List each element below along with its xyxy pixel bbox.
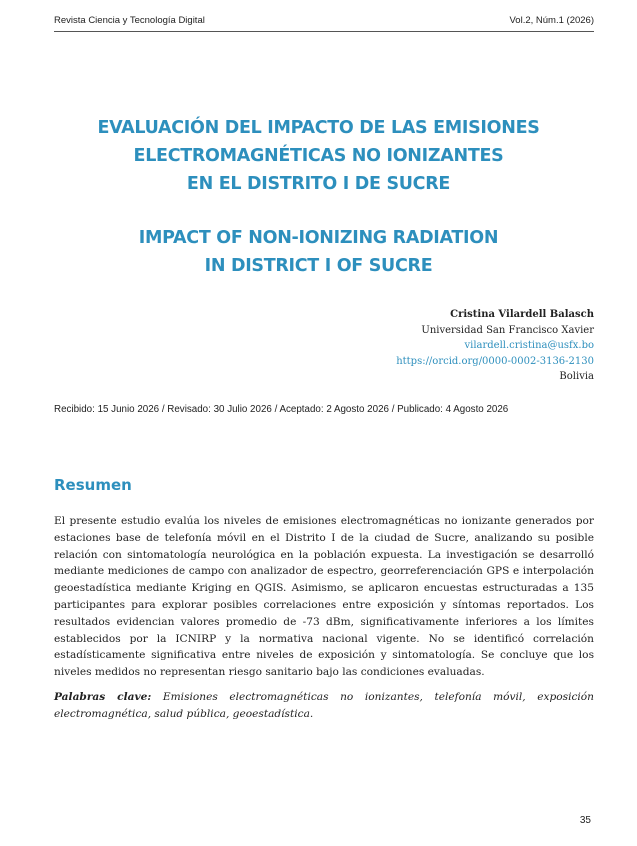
volume-issue: Vol.2, Núm.1 (2026) xyxy=(509,14,594,26)
title-es-line: EVALUACIÓN DEL IMPACTO DE LAS EMISIONES xyxy=(97,118,540,138)
abstract-heading: Resumen xyxy=(54,476,132,494)
title-en-line: IN DISTRICT I OF SUCRE xyxy=(204,256,433,276)
keywords-text: Emisiones electromagnéticas no ionizantes, telefonía móvil, exposición electromagnética, salud pública, geoestadística. xyxy=(54,691,594,720)
title-es-line: EN EL DISTRITO I DE SUCRE xyxy=(186,174,451,194)
keywords-label: Palabras clave: xyxy=(54,691,152,703)
title-english xyxy=(40,224,597,280)
title-spanish xyxy=(40,114,597,198)
title-es-line: ELECTROMAGNÉTICAS NO IONIZANTES xyxy=(133,146,504,166)
author-email-link[interactable]: vilardell.cristina@usfx.bo xyxy=(464,340,594,351)
journal-name: Revista Ciencia y Tecnología Digital xyxy=(54,14,205,26)
author-block xyxy=(396,307,594,385)
abstract-text: El presente estudio evalúa los niveles de emisiones electromagnéticas no ionizante generados por estaciones base de telefonía móvil en el Distrito I de la ciudad de Sucre, analizando su posible relación con sintomatología neurológica en la población expuesta. La investigación se desarrolló mediante mediciones de campo con analizador de espectro, georreferenciación GPS e interpolación geoestadística mediante Kriging en QGIS. Asimismo, se aplicaron encuestas estructuradas a 135 participantes para explorar posibles correlaciones entre exposición y síntomas reportados. Los resultados evidencian valores promedio de -73 dBm, significativamente inferiores a los límites establecidos por la ICNIRP y la normativa nacional vigente. No se identificó correlación estadísticamente significativa entre niveles de exposición y sintomatología. Se concluye que los niveles medidos no representan riesgo sanitario bajo las condiciones evaluadas. xyxy=(54,515,594,679)
author-name: Cristina Vilardell Balasch xyxy=(450,309,594,320)
title-en-line: IMPACT OF NON-IONIZING RADIATION xyxy=(138,228,499,248)
page-number: 35 xyxy=(579,815,591,826)
running-header xyxy=(54,8,594,32)
publication-dates: Recibido: 15 Junio 2026 / Revisado: 30 Julio 2026 / Aceptado: 2 Agosto 2026 / Publicado: 4 Agosto 2026 xyxy=(54,404,509,415)
author-affiliation: Universidad San Francisco Xavier xyxy=(421,324,594,336)
header-divider xyxy=(54,31,594,32)
author-country: Bolivia xyxy=(559,371,594,382)
keywords-paragraph xyxy=(54,689,594,723)
author-orcid-link[interactable]: https://orcid.org/0000-0002-3136-2130 xyxy=(396,355,594,367)
